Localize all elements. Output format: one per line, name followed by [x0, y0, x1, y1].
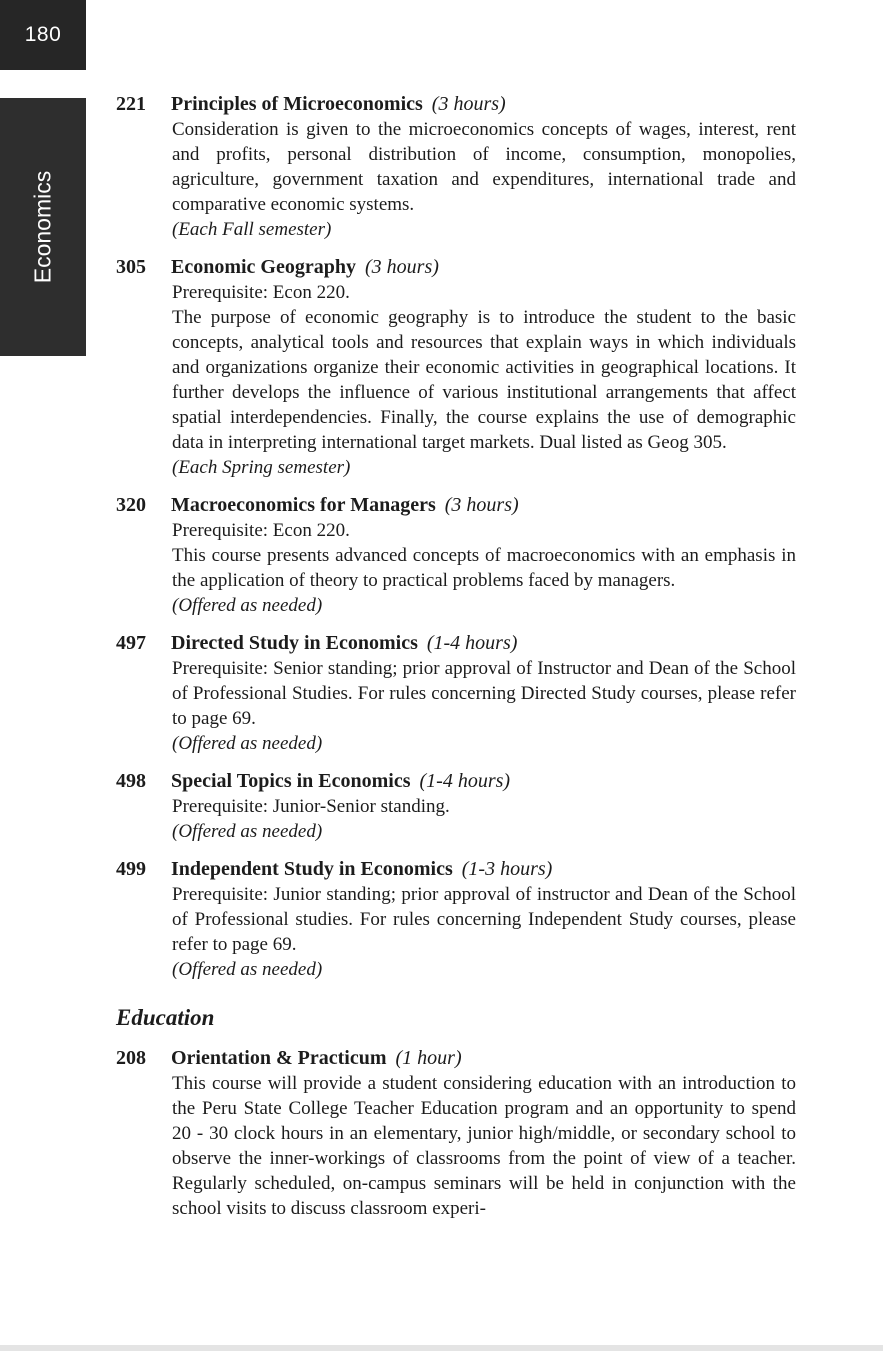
course-code: 208: [116, 1047, 146, 1069]
course-code: 221: [116, 93, 146, 115]
course-499: [116, 857, 796, 982]
course-header: [116, 769, 796, 794]
course-title: Independent Study in Economics: [171, 858, 453, 880]
course-title: Orientation & Practicum: [171, 1047, 387, 1069]
course-offered: (Offered as needed): [172, 733, 323, 754]
course-code: 305: [116, 256, 146, 278]
course-body: [172, 518, 796, 618]
education-courses: [116, 1046, 796, 1221]
course-497: [116, 631, 796, 756]
section-tab: [0, 98, 86, 356]
course-body: [172, 117, 796, 242]
course-prerequisite: Prerequisite: Econ 220.: [172, 520, 350, 541]
course-code: 498: [116, 770, 146, 792]
course-code: 499: [116, 858, 146, 880]
course-description: This course will provide a student considering education with an introduction to the Peru State College Teacher Education program and an opportunity to spend 20 - 30 clock hours in an elementary, junior high/middle, or secondary school to observe the inner-workings of classrooms from the point of view of a teacher. Regularly scheduled, on-campus seminars will be held in conjunction with the school visits to discuss classroom experi-: [172, 1073, 796, 1219]
course-code: 320: [116, 494, 146, 516]
course-prerequisite: Prerequisite: Junior-Senior standing.: [172, 796, 450, 817]
section-heading-education: Education: [116, 1005, 215, 1030]
course-hours: (3 hours): [365, 256, 439, 278]
course-offered: (Offered as needed): [172, 595, 323, 616]
page-number: 180: [0, 0, 86, 70]
course-code: 497: [116, 632, 146, 654]
course-description: This course presents advanced concepts of macroeconomics with an emphasis in the application of theory to practical problems faced by managers.: [172, 545, 796, 591]
course-prerequisite: Prerequisite: Econ 220.: [172, 282, 350, 303]
course-body: [172, 656, 796, 756]
course-title: Economic Geography: [171, 256, 356, 278]
course-description: Consideration is given to the microeconomics concepts of wages, interest, rent and profits, personal distribution of income, consumption, monopolies, agriculture, government taxation and expenditures, international trade and comparative economic systems.: [172, 119, 796, 215]
course-header: [116, 1046, 796, 1071]
course-description: The purpose of economic geography is to introduce the student to the basic concepts, analytical tools and resources that explain ways in which individuals and organizations organize their economic activities in geographical locations. It further develops the influence of various institutional arrangements that affect spatial interdependencies. Finally, the course explains the use of demographic data in interpreting international target markets. Dual listed as Geog 305.: [172, 307, 796, 453]
course-208: [116, 1046, 796, 1221]
course-header: [116, 493, 796, 518]
course-header: [116, 92, 796, 117]
course-body: [172, 1071, 796, 1221]
course-title: Principles of Microeconomics: [171, 93, 423, 115]
course-hours: (1-4 hours): [426, 632, 518, 654]
course-body: [172, 794, 796, 844]
course-hours: (3 hours): [431, 93, 506, 115]
course-hours: (3 hours): [444, 494, 519, 516]
course-title: Directed Study in Economics: [171, 632, 418, 654]
economics-courses: [116, 92, 796, 982]
course-498: [116, 769, 796, 844]
course-hours: (1-3 hours): [461, 858, 553, 880]
course-hours: (1 hour): [395, 1047, 462, 1069]
course-description: Prerequisite: Junior standing; prior approval of instructor and Dean of the School of Professional studies. For rules concerning Independent Study courses, please refer to page 69.: [172, 884, 796, 955]
course-title: Macroeconomics for Managers: [171, 494, 436, 516]
course-offered: (Offered as needed): [172, 959, 323, 980]
course-hours: (1-4 hours): [419, 770, 511, 792]
course-offered: (Each Fall semester): [172, 219, 332, 240]
course-title: Special Topics in Economics: [171, 770, 411, 792]
bottom-rule: [0, 1345, 883, 1351]
course-header: [116, 631, 796, 656]
course-listing: [116, 92, 796, 1234]
course-header: [116, 857, 796, 882]
course-221: [116, 92, 796, 242]
course-offered: (Each Spring semester): [172, 457, 351, 478]
course-305: [116, 255, 796, 480]
course-body: [172, 882, 796, 982]
course-320: [116, 493, 796, 618]
section-tab-label: Economics: [29, 170, 56, 284]
course-description: Prerequisite: Senior standing; prior approval of Instructor and Dean of the School of Professional Studies. For rules concerning Directed Study courses, please refer to page 69.: [172, 658, 796, 729]
course-offered: (Offered as needed): [172, 821, 323, 842]
course-body: [172, 280, 796, 480]
course-header: [116, 255, 796, 280]
